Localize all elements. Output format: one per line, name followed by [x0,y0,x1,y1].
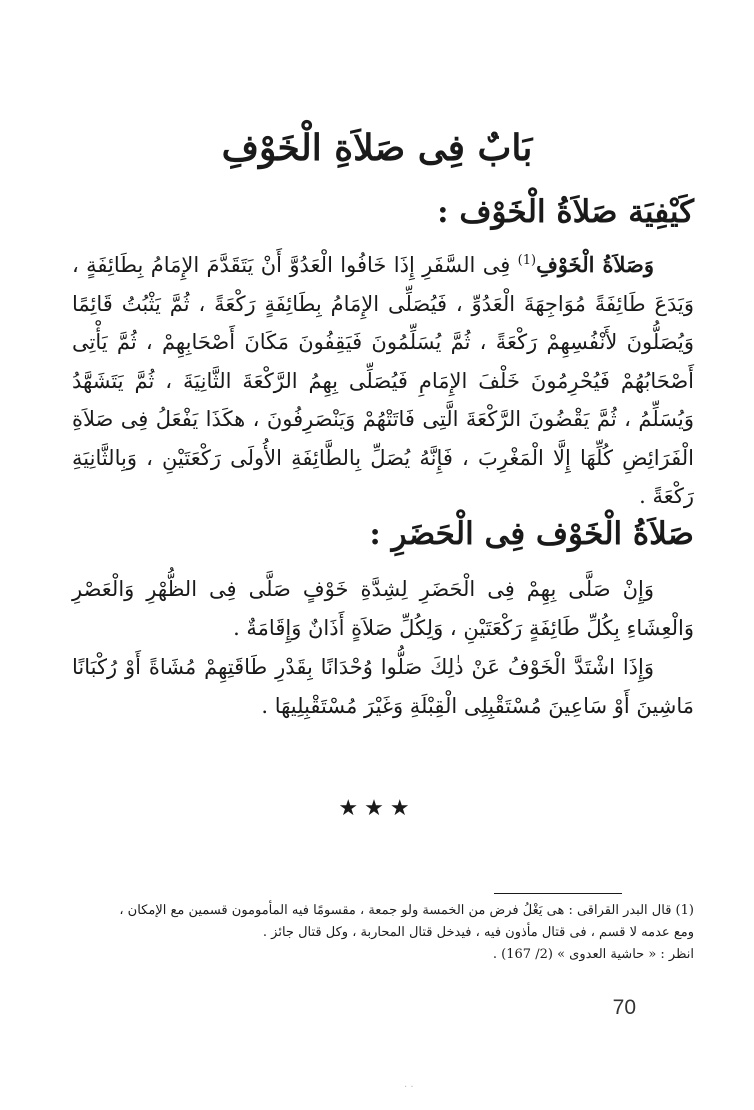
footnote-line: (1) قال البدر القراقى : هى يَغْلُ فرض من الخمسة ولو جمعة ، مقسومًا فيه المأمومون قسمين مع الإمكان ، [119,903,694,918]
footnote-reference-mark[interactable]: (1) [517,253,537,268]
paragraph-residence-1: وَإِنْ صَلَّى بِهِمْ فِى الْحَضَرِ لِشِدَّةِ خَوْفٍ صَلَّى فِى الظُّهْرِ وَالْعَصْرِ وَالْعِشَاءِ بِكُلِّ طَائِفَةٍ رَكْعَتَيْنِ ، وَلِكُلِّ صَلاَةٍ أَذَانٌ وَإِقَامَةٌ . [72,577,694,640]
footnote-line: ومع عدمه لا قسم ، فى قتال مأذون فيه ، فيدخل قتال المحاربة ، وكل قتال جائز . [262,925,694,940]
paragraph-residence-2: وَإِذَا اشْتَدَّ الْخَوْفُ عَنْ ذٰلِكَ صَلُّوا وُحْدَانًا بِقَدْرِ طَاقَتِهِمْ مُشَاةً أَوْ رُكْبَانًا مَاشِينَ أَوْ سَاعِينَ مُسْتَقْبِلِى الْقِبْلَةِ وَغَيْرَ مُسْتَقْبِلِيهَا . [72,655,694,718]
paragraph-method [72,242,694,516]
section-separator-stars: ★★★ [338,796,416,821]
footnote-block [60,900,694,966]
paragraph-method-text: فِى السَّفَرِ إِذَا خَافُوا الْعَدُوَّ أَنْ يَتَقَدَّمَ الإِمَامُ بِطَائِفَةٍ ، وَيَدَعَ طَائِفَةً مُوَاجِهَةَ الْعَدُوِّ ، فَيُصَلِّى الإِمَامُ بِطَائِفَةٍ رَكْعَةً ، ثُمَّ يَثْبُتُ قَائِمًا وَيُصَلُّونَ لأَنْفُسِهِمْ رَكْعَةً ، ثُمَّ يُسَلِّمُونَ فَيَقِفُونَ مَكَانَ أَصْحَابِهِمْ ، ثُمَّ يَأْتِى أَصْحَابُهُمْ فَيُحْرِمُونَ خَلْفَ الإِمَامِ فَيُصَلِّى بِهِمُ الرَّكْعَةَ الثَّانِيَةَ ، ثُمَّ يَتَشَهَّدُ وَيُسَلِّمُ ، ثُمَّ يَقْضُونَ الرَّكْعَةَ الَّتِى فَاتَتْهُمْ وَيَنْصَرِفُونَ ، هكَذَا يَفْعَلُ فِى صَلاَةِ الْفَرَائِضِ كُلِّهَا إِلَّا الْمَغْرِبَ ، فَإِنَّهُ يُصَلِّ بِالطَّائِفَةِ الأُولَى رَكْعَتَيْنِ ، وَبِالثَّانِيَةِ رَكْعَةً . [72,253,694,508]
footnote-divider [494,893,622,894]
paragraph-lead-term: وَصَلاَةُ الْخَوْفِ [536,252,654,277]
scan-artifact: · · [404,1082,414,1093]
section-heading-residence: صَلاَةُ الْخَوْف فِى الْحَضَرِ : [369,516,694,552]
page-number: 70 [612,996,636,1019]
footnote-line: انظر : « حاشية العدوى » (2/ 167) . [492,947,694,962]
section-heading-method: كَيْفِيَة صَلاَةُ الْخَوْف : [437,194,694,230]
chapter-title: بَابٌ فِى صَلاَةِ الْخَوْفِ [221,127,533,169]
